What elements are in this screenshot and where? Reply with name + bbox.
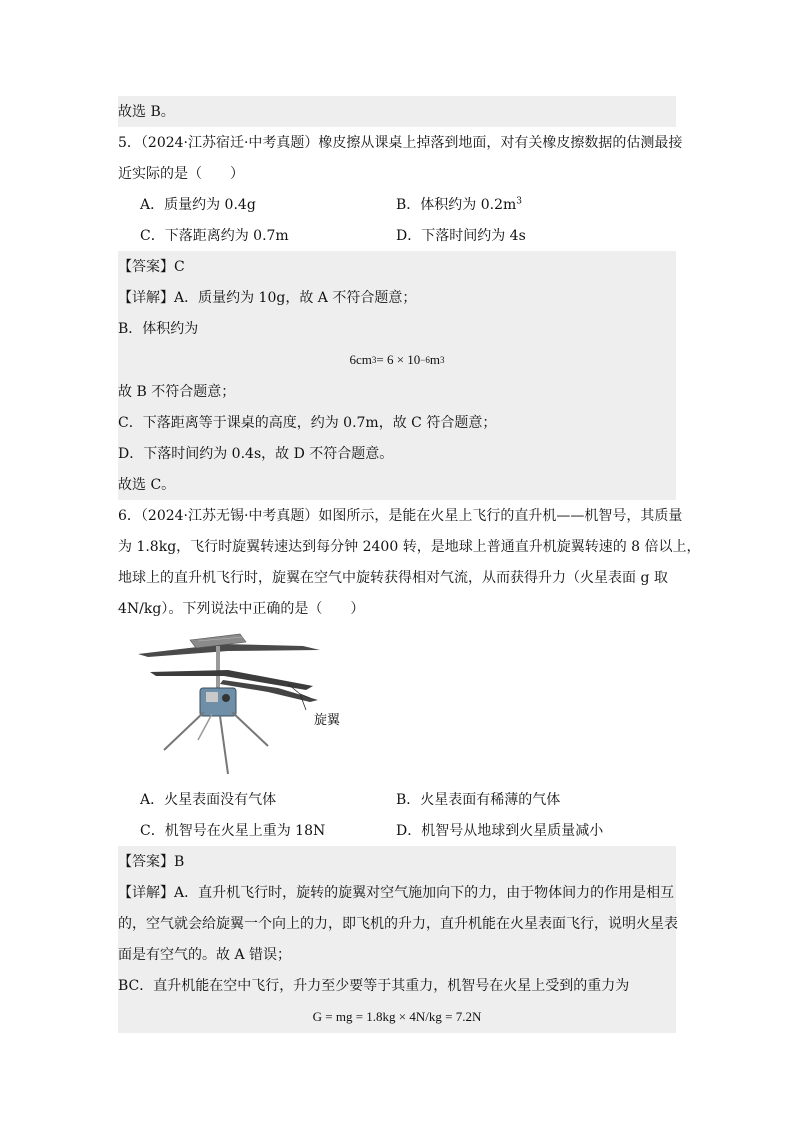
q5-option-c: C．下落距离约为 0.7m bbox=[140, 227, 289, 244]
detail-label: 【详解】 bbox=[118, 289, 174, 306]
q5-detail-c bbox=[118, 407, 676, 438]
conclusion-text: 故选 C。 bbox=[118, 476, 176, 493]
lower-rotor-blade bbox=[150, 670, 313, 690]
previous-conclusion bbox=[118, 96, 676, 127]
q5-detail-a bbox=[118, 282, 676, 313]
q5-option-b bbox=[396, 196, 522, 214]
q6-options-row1 bbox=[118, 784, 676, 815]
q5-stem-line1 bbox=[118, 127, 683, 158]
q5-stem-text-1: 5．（2024·江苏宿迁·中考真题）橡皮擦从课桌上掉落到地面，对有关橡皮擦数据的估测最接 bbox=[118, 134, 683, 151]
detail-text: A．质量约为 10g，故 A 不符合题意； bbox=[174, 289, 417, 306]
q5-formula: 6cm 3 = 6 × 10 −6 m 3 bbox=[118, 344, 676, 376]
q6-stem-text-3: 地球上的直升机飞行时，旋翼在空气中旋转获得相对气流，从而获得升力（火星表面 g 取 bbox=[118, 569, 668, 586]
formula-text: G = mg = 1.8kg × 4N/kg = 7.2N bbox=[312, 1009, 482, 1024]
leg-front bbox=[220, 716, 228, 774]
formula-part: 6cm bbox=[349, 352, 372, 367]
leg-left bbox=[164, 712, 204, 750]
body-detail bbox=[206, 692, 218, 702]
q5-answer bbox=[118, 251, 676, 282]
helicopter-figure bbox=[118, 624, 676, 784]
q6-formula bbox=[118, 1001, 676, 1033]
q5-option-d: D．下落时间约为 4s bbox=[396, 227, 526, 244]
conclusion-text: 故选 B。 bbox=[118, 103, 175, 120]
answer-value: C bbox=[174, 258, 185, 275]
q6-answer bbox=[118, 846, 676, 877]
answer-label: 【答案】 bbox=[118, 853, 174, 870]
leg-back bbox=[198, 714, 212, 740]
q5-detail-d bbox=[118, 438, 676, 469]
upper-rotor-blade bbox=[138, 644, 320, 657]
detail-text: B．体积约为 bbox=[118, 320, 199, 337]
q5-detail-b2 bbox=[118, 376, 676, 407]
q6-detail-line1 bbox=[118, 877, 676, 908]
document-page bbox=[118, 96, 701, 1033]
q6-detail-line3 bbox=[118, 939, 676, 970]
q6-stem-line1 bbox=[118, 500, 683, 531]
formula-part: = 6 × 10 bbox=[376, 352, 421, 367]
answer-label: 【答案】 bbox=[118, 258, 174, 275]
q6-stem-text-4: 4N/kg）。下列说法中正确的是（ ） bbox=[118, 600, 365, 617]
mars-helicopter-image bbox=[128, 632, 388, 782]
q6-stem-line2 bbox=[118, 531, 701, 562]
camera-lens bbox=[222, 694, 230, 702]
formula-unit: m bbox=[429, 352, 440, 367]
q5-stem-text-2: 近实际的是（ ） bbox=[118, 165, 244, 182]
q6-stem-line3 bbox=[118, 562, 676, 593]
q6-stem-text-1: 6．（2024·江苏无锡·中考真题）如图所示，是能在火星上飞行的直升机——机智号，其质量 bbox=[118, 507, 683, 524]
detail-text: D．下落时间约为 0.4s，故 D 不符合题意。 bbox=[118, 445, 394, 462]
q5-option-b-text: B．体积约为 0.2m bbox=[396, 196, 517, 213]
detail-text: A．直升机飞行时，旋转的旋翼对空气施加向下的力，由于物体间力的作用是相互 bbox=[174, 884, 675, 901]
q6-option-a: A．火星表面没有气体 bbox=[140, 791, 277, 808]
q6-stem-line4 bbox=[118, 593, 676, 624]
answer-value: B bbox=[174, 853, 185, 870]
detail-text: 故 B 不符合题意； bbox=[118, 383, 236, 400]
detail-text: 的，空气就会给旋翼一个向上的力，即飞机的升力，直升机能在火星表面飞行，说明火星表 bbox=[118, 915, 678, 932]
q5-detail-b bbox=[118, 313, 676, 344]
detail-text: C．下落距离等于课桌的高度，约为 0.7m，故 C 符合题意； bbox=[118, 414, 497, 431]
q5-options-row1 bbox=[118, 189, 676, 220]
detail-text: 面是有空气的。故 A 错误； bbox=[118, 946, 292, 963]
q6-option-d: D．机智号从地球到火星质量减小 bbox=[396, 822, 604, 839]
detail-label: 【详解】 bbox=[118, 884, 174, 901]
q6-stem-text-2: 为 1.8kg，飞行时旋翼转速达到每分钟 2400 转，是地球上普通直升机旋翼转速的 8 倍以上， bbox=[118, 538, 701, 555]
q5-option-a: A．质量约为 0.4g bbox=[140, 196, 256, 213]
rotor-mast bbox=[216, 646, 220, 690]
q6-detail-line4 bbox=[118, 970, 676, 1001]
rotor-label: 旋翼 bbox=[314, 713, 341, 728]
q6-option-c: C．机智号在火星上重为 18N bbox=[140, 822, 326, 839]
leg-right bbox=[232, 712, 268, 746]
q5-conclusion bbox=[118, 469, 676, 500]
detail-text: BC．直升机能在空中飞行，升力至少要等于其重力，机智号在火星上受到的重力为 bbox=[118, 977, 630, 994]
q5-stem-line2 bbox=[118, 158, 676, 189]
q6-options-row2 bbox=[118, 815, 676, 846]
q5-options-row2 bbox=[118, 220, 676, 251]
q5-option-b-sup: 3 bbox=[516, 195, 523, 206]
q6-detail-line2 bbox=[118, 908, 676, 939]
q6-option-b: B．火星表面有稀薄的气体 bbox=[396, 791, 561, 808]
